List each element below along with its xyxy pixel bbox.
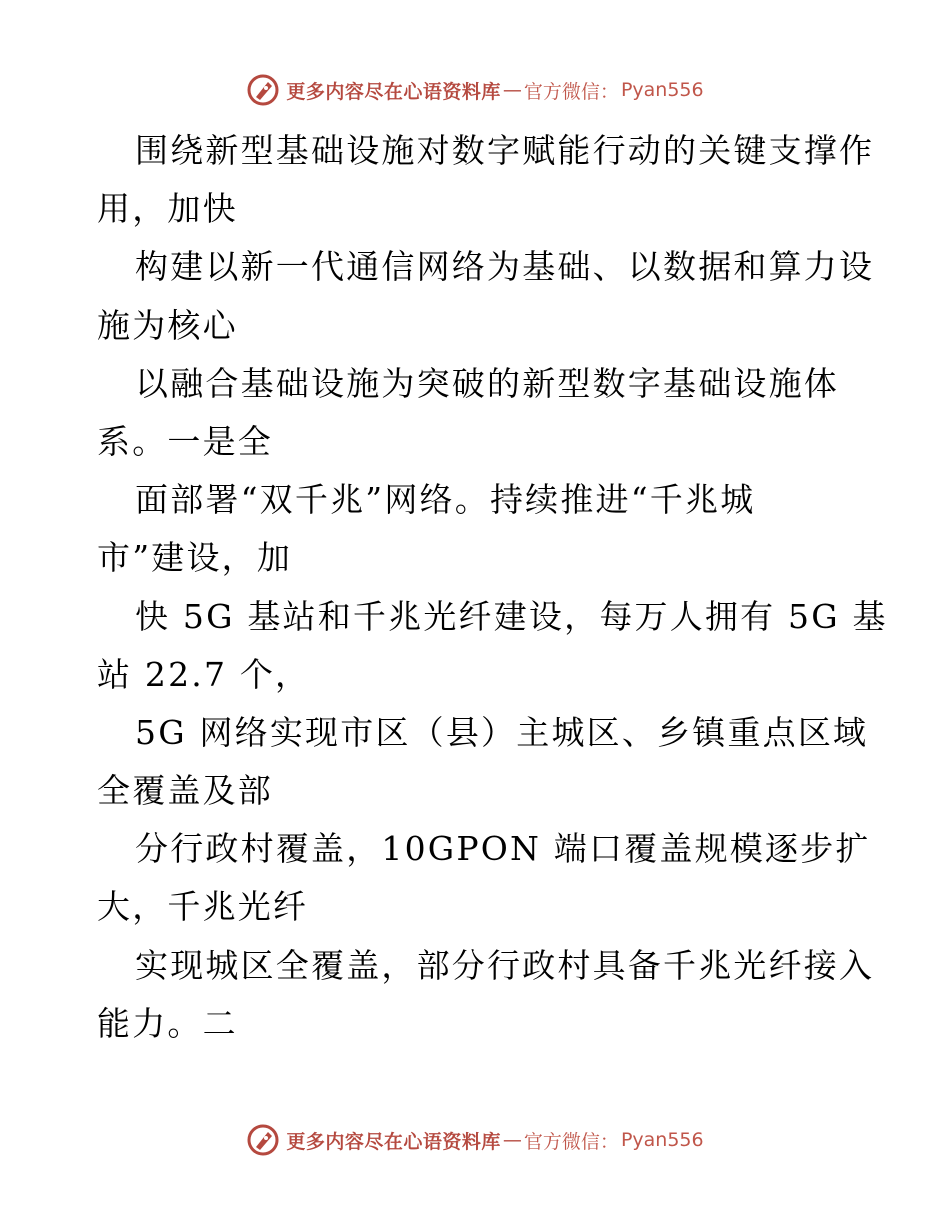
watermark-dash: —	[502, 1129, 522, 1151]
watermark-site-name: 更多内容尽在心语资料库	[286, 1130, 501, 1153]
body-line: 系。一是全	[97, 421, 273, 461]
body-line: 围绕新型基础设施对数字赋能行动的关键支撑作	[135, 131, 875, 170]
body-line: 实现城区全覆盖，部分行政村具备千兆光纤接入	[135, 945, 875, 985]
watermark-site-name: 更多内容尽在心语资料库	[286, 80, 501, 103]
body-line: 以融合基础设施为突破的新型数字基础设施体	[135, 363, 839, 403]
watermark-dash: —	[502, 79, 522, 101]
body-line: 全覆盖及部	[97, 771, 273, 811]
body-line: 用，加快	[97, 189, 238, 229]
body-line: 构建以新一代通信网络为基础、以数据和算力设	[135, 247, 875, 287]
document-body	[97, 122, 887, 1053]
pen-nib-circle-icon	[246, 73, 280, 107]
body-line: 施为核心	[97, 305, 238, 345]
header-watermark	[0, 70, 950, 110]
body-line: 面部署“双千兆”网络。持续推进“千兆城	[135, 480, 756, 520]
body-line: 大，千兆光纤	[97, 887, 309, 927]
pen-nib-circle-icon	[246, 1123, 280, 1157]
watermark-wechat-id: Pyan556	[620, 1129, 704, 1151]
body-line: 站 22.7 个，	[97, 654, 311, 694]
watermark-wechat-label: 官方微信：	[523, 1130, 619, 1153]
body-line: 分行政村覆盖，10GPON 端口覆盖规模逐步扩	[135, 829, 871, 869]
watermark-wechat-id: Pyan556	[620, 79, 704, 101]
body-line: 5G 网络实现市区（县）主城区、乡镇重点区域	[135, 712, 869, 752]
body-line: 市”建设，加	[97, 538, 293, 578]
watermark-wechat-label: 官方微信：	[523, 80, 619, 103]
body-line: 能力。二	[97, 1003, 238, 1043]
footer-watermark	[0, 1120, 950, 1160]
body-line: 快 5G 基站和千兆光纤建设，每万人拥有 5G 基	[135, 596, 888, 636]
